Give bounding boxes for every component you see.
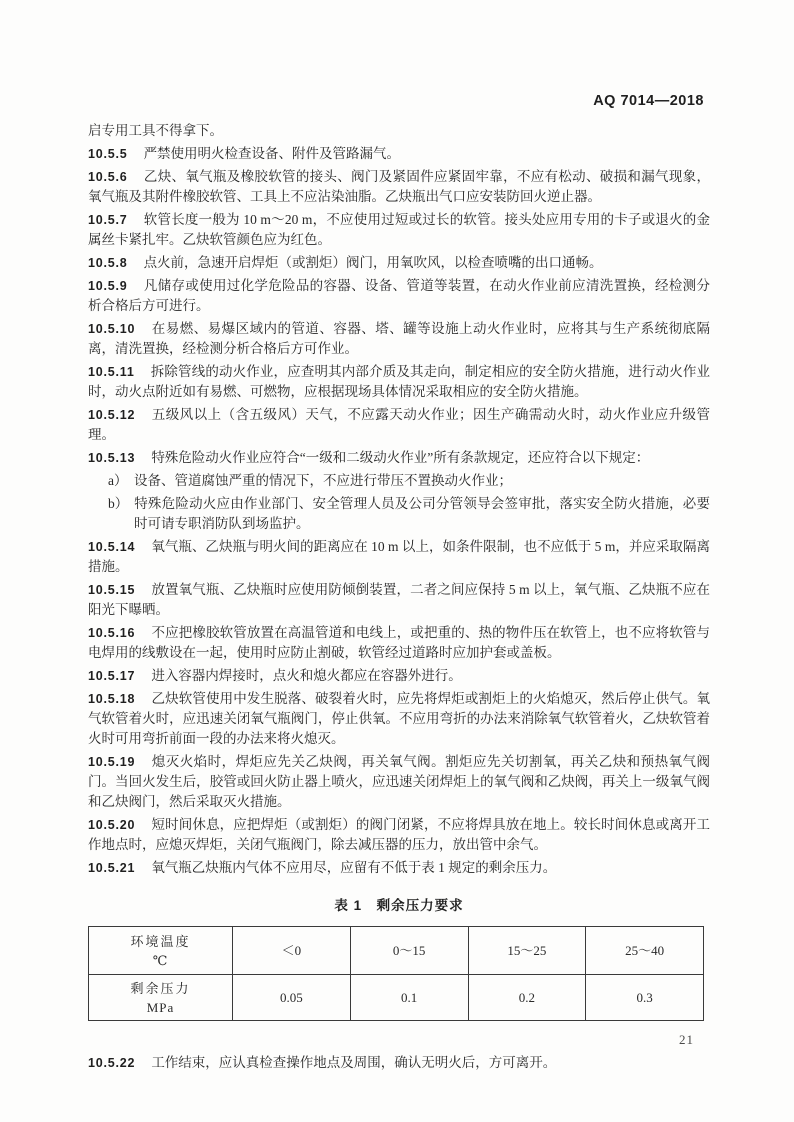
clause-10-5-18 bbox=[88, 689, 710, 749]
table-cell: 0.3 bbox=[586, 975, 704, 1021]
clause-10-5-21 bbox=[88, 858, 710, 878]
clause-number: 10.5.5 bbox=[88, 147, 128, 161]
list-marker: a） bbox=[108, 473, 128, 488]
clause-text: 乙炔、氧气瓶及橡胶软管的接头、阀门及紧固件应紧固牢靠，不应有松动、破损和漏气现象，氧气瓶及其附件橡胶软管、工具上不应沾染油脂。乙炔瓶出气口应安装防回火逆止器。 bbox=[88, 169, 710, 204]
clause-text: 熄灭火焰时，焊炬应先关乙炔阀，再关氧气阀。割炬应先关切割氧，再关乙炔和预热氧气阀门。当回火发生后，胶管或回火防止器上喷火，应迅速关闭焊炬上的氧气阀和乙炔阀，再关上一级氧气阀和乙炔阀门，然后采取灭火措施。 bbox=[88, 754, 710, 809]
clause-number: 10.5.15 bbox=[88, 583, 136, 597]
list-marker: b） bbox=[108, 496, 129, 511]
clause-10-5-19 bbox=[88, 752, 710, 812]
clause-text: 氧气瓶、乙炔瓶与明火间的距离应在 10 m 以上，如条件限制，也不应低于 5 m，并应采取隔离措施。 bbox=[88, 539, 710, 574]
table-cell: 0.2 bbox=[468, 975, 586, 1021]
table-cell: ＜0 bbox=[233, 927, 351, 975]
clause-10-5-8 bbox=[88, 253, 710, 273]
cell-label-line: 剩余压力 bbox=[130, 980, 191, 996]
table-cell-label bbox=[89, 975, 233, 1021]
residual-pressure-table-block bbox=[88, 896, 710, 1021]
standard-code: AQ 7014—2018 bbox=[593, 93, 704, 109]
clause-number: 10.5.19 bbox=[88, 755, 136, 769]
clause-10-5-9 bbox=[88, 276, 710, 316]
clause-text: 严禁使用明火检查设备、附件及管路漏气。 bbox=[143, 146, 401, 161]
clause-text: 工作结束，应认真检查操作地点及周围，确认无明火后，方可离开。 bbox=[151, 1055, 557, 1070]
table-cell-label bbox=[89, 927, 233, 975]
sub-item-text: 特殊危险动火应由作业部门、安全管理人员及公司分管领导会签审批，落实安全防火措施，必要时可请专职消防队到场监护。 bbox=[134, 496, 710, 531]
clause-text: 点火前，急速开启焊炬（或割炬）阀门，用氧吹风，以检查喷嘴的出口通畅。 bbox=[143, 255, 603, 270]
clause-number: 10.5.20 bbox=[88, 818, 136, 832]
clause-number: 10.5.21 bbox=[88, 861, 136, 875]
clause-text: 凡储存或使用过化学危险品的容器、设备、管道等装置，在动火作业前应清洗置换，经检测分析合格后方可进行。 bbox=[88, 278, 710, 313]
clause-10-5-22 bbox=[88, 1053, 710, 1073]
table-title: 表 1 剩余压力要求 bbox=[334, 898, 464, 913]
clause-10-5-7 bbox=[88, 210, 710, 250]
clause-10-5-12 bbox=[88, 405, 710, 445]
clause-text: 进入容器内焊接时，点火和熄火都应在容器外进行。 bbox=[151, 668, 462, 683]
clause-10-5-10 bbox=[88, 319, 710, 359]
clause-text: 氧气瓶乙炔瓶内气体不应用尽，应留有不低于表 1 规定的剩余压力。 bbox=[151, 860, 557, 875]
clause-text: 放置氧气瓶、乙炔瓶时应使用防倾倒装置，二者之间应保持 5 m 以上，氧气瓶、乙炔瓶不应在阳光下曝晒。 bbox=[88, 582, 710, 617]
sub-item-text: 设备、管道腐蚀严重的情况下，不应进行带压不置换动火作业； bbox=[134, 473, 512, 488]
clause-number: 10.5.18 bbox=[88, 692, 136, 706]
clause-10-5-20 bbox=[88, 815, 710, 855]
clause-text: 短时间休息，应把焊炬（或割炬）的阀门闭紧，不应将焊具放在地上。较长时间休息或离开工作地点时，应熄灭焊炬，关闭气瓶阀门，除去减压器的压力，放出管中余气。 bbox=[88, 817, 710, 852]
clause-10-5-16 bbox=[88, 623, 710, 663]
cell-unit-line: MPa bbox=[146, 999, 175, 1015]
table-cell: 15～25 bbox=[468, 927, 586, 975]
table-cell: 0.1 bbox=[350, 975, 468, 1021]
clause-number: 10.5.13 bbox=[88, 451, 136, 465]
table-row bbox=[89, 975, 704, 1021]
clause-10-5-11 bbox=[88, 362, 710, 402]
clause-text: 拆除管线的动火作业，应查明其内部介质及其走向，制定相应的安全防火措施，进行动火作业时，动火点附近如有易燃、可燃物，应根据现场具体情况采取相应的安全防火措施。 bbox=[88, 364, 710, 399]
table-cell: 25～40 bbox=[586, 927, 704, 975]
sub-item-b bbox=[88, 494, 710, 534]
clause-10-5-17 bbox=[88, 666, 710, 686]
clause-text: 软管长度一般为 10 m～20 m，不应使用过短或过长的软管。接头处应用专用的卡子或退火的金属丝卡紧扎牢。乙炔软管颜色应为红色。 bbox=[88, 212, 710, 247]
table-row bbox=[89, 927, 704, 975]
clause-text: 五级风以上（含五级风）天气，不应露天动火作业；因生产确需动火时，动火作业应升级管理。 bbox=[88, 407, 710, 442]
clause-number: 10.5.16 bbox=[88, 626, 136, 640]
clause-number: 10.5.14 bbox=[88, 540, 136, 554]
clause-number: 10.5.9 bbox=[88, 279, 128, 293]
body-text bbox=[88, 121, 710, 1073]
clause-text: 乙炔软管使用中发生脱落、破裂着火时，应先将焊炬或割炬上的火焰熄灭，然后停止供气。氧气软管着火时，应迅速关闭氧气瓶阀门，停止供氧。不应用弯折的办法来消除氧气软管着火，乙炔软管着火时可用弯折前面一段的办法来将火熄灭。 bbox=[88, 691, 710, 746]
clause-number: 10.5.22 bbox=[88, 1056, 136, 1070]
clause-10-5-6 bbox=[88, 167, 710, 207]
clause-number: 10.5.8 bbox=[88, 256, 128, 270]
table-cell: 0.05 bbox=[233, 975, 351, 1021]
clause-number: 10.5.7 bbox=[88, 213, 128, 227]
clause-10-5-14 bbox=[88, 537, 710, 577]
residual-pressure-table bbox=[88, 926, 704, 1021]
cell-unit-line: ℃ bbox=[152, 952, 169, 968]
clause-text: 不应把橡胶软管放置在高温管道和电线上，或把重的、热的物件压在软管上，也不应将软管与电焊用的线敷设在一起，使用时应防止割破，软管经过道路时应加护套或盖板。 bbox=[88, 625, 710, 660]
clause-number: 10.5.17 bbox=[88, 669, 136, 683]
clause-text: 特殊危险动火作业应符合“一级和二级动火作业”所有条款规定，还应符合以下规定： bbox=[151, 450, 650, 465]
clause-text: 在易燃、易爆区域内的管道、容器、塔、罐等设施上动火作业时，应将其与生产系统彻底隔离，清洗置换，经检测分析合格后方可作业。 bbox=[88, 321, 710, 356]
cell-label-line: 环境温度 bbox=[130, 933, 191, 949]
page-number: 21 bbox=[679, 1032, 694, 1047]
clause-number: 10.5.11 bbox=[88, 365, 135, 379]
clause-number: 10.5.10 bbox=[88, 322, 136, 336]
clause-number: 10.5.12 bbox=[88, 408, 136, 422]
clause-10-5-15 bbox=[88, 580, 710, 620]
clause-10-5-5 bbox=[88, 144, 710, 164]
continuation-line: 启专用工具不得拿下。 bbox=[88, 123, 223, 138]
sub-item-a bbox=[88, 471, 710, 491]
table-cell: 0～15 bbox=[350, 927, 468, 975]
clause-10-5-13 bbox=[88, 448, 710, 468]
clause-number: 10.5.6 bbox=[88, 170, 128, 184]
